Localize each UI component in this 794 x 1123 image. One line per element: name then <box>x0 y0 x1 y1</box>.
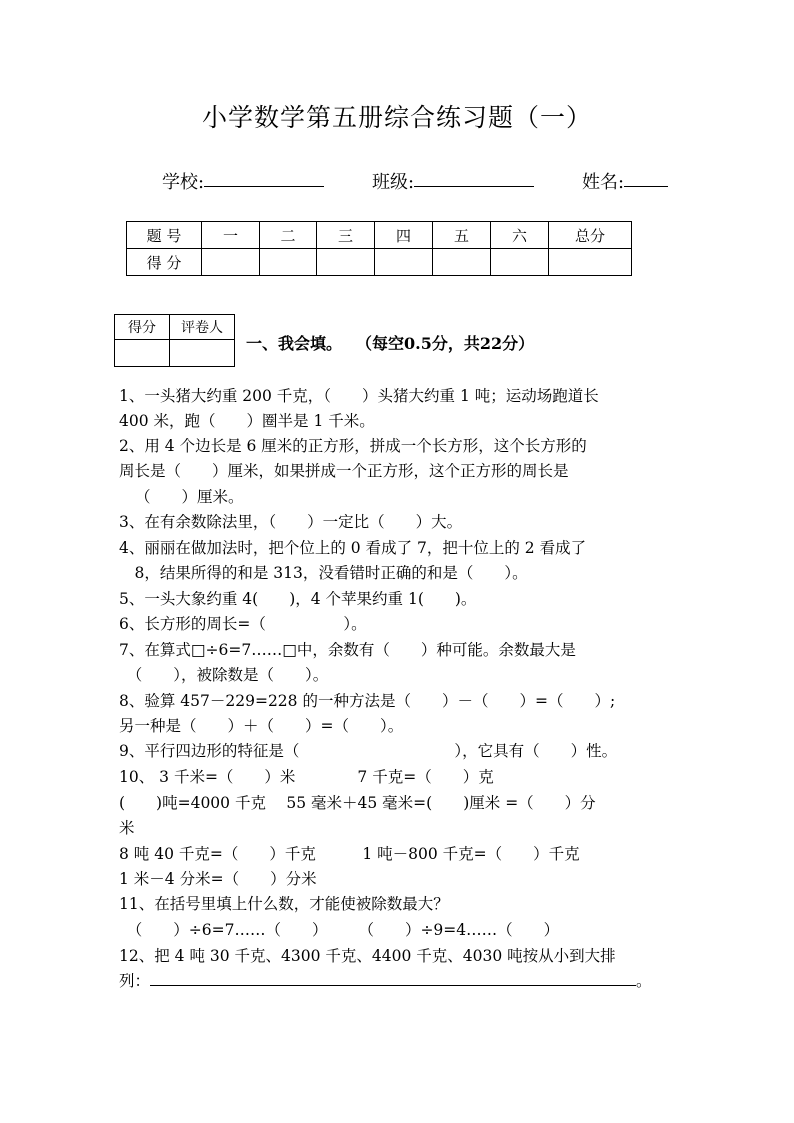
question-line: 3、在有余数除法里，（ ）一定比（ ）大。 <box>119 513 463 531</box>
question-line <box>119 971 652 991</box>
name-label: 姓名: <box>582 172 625 193</box>
score-col-4: 四 <box>375 222 433 249</box>
score-col-2: 二 <box>260 222 317 249</box>
question-line: 11、在括号里填上什么数，才能使被除数最大？ <box>119 895 449 913</box>
question-line: 12、把 4 吨 30 千克、4300 千克、4400 千克、4030 吨按从小到大排 <box>119 947 616 965</box>
score-table-score-row <box>127 249 632 276</box>
score-col-3: 三 <box>317 222 375 249</box>
question-line: （ ）厘米。 <box>135 488 244 506</box>
grader-name-label: 评卷人 <box>170 315 235 340</box>
question-line: 1 米－4 分米=（ ）分米 <box>119 870 317 888</box>
question-line-end: 。 <box>636 972 652 990</box>
grader-name-cell <box>170 340 235 367</box>
question-line: 400 米，跑（ ）圈半是 1 千米。 <box>119 412 375 430</box>
score-col-5: 五 <box>433 222 491 249</box>
school-label: 学校: <box>162 172 205 193</box>
question-line: 4、丽丽在做加法时，把个位上的 0 看成了 7，把十位上的 2 看成了 <box>119 539 587 557</box>
class-field <box>372 168 414 194</box>
section-1-title: 一、我会填。 <box>246 334 343 353</box>
question-line: 8，结果所得的和是 313，没看错时正确的和是（ ）。 <box>119 564 528 582</box>
answer-blank <box>150 971 636 986</box>
score-col-label: 题 号 <box>127 222 202 249</box>
score-cell <box>202 249 260 276</box>
score-table <box>126 221 632 276</box>
page-title: 小学数学第五册综合练习题（一） <box>201 103 592 132</box>
name-blank <box>624 168 668 187</box>
question-line: 6、长方形的周长=（ ）。 <box>119 615 367 633</box>
score-cell <box>375 249 433 276</box>
question-line: 10、 3 千米=（ ）米 7 千克=（ ）克 <box>119 768 494 786</box>
question-line-label: 列： <box>119 972 151 990</box>
section-1-heading <box>246 331 534 354</box>
question-line: 5、一头大象约重 4( )，4 个苹果约重 1( )。 <box>119 590 477 608</box>
question-line: 8 吨 40 千克=（ ）千克 1 吨－800 千克=（ ）千克 <box>119 845 580 863</box>
score-cell <box>491 249 549 276</box>
score-col-total: 总分 <box>549 222 632 249</box>
grader-score-cell <box>115 340 170 367</box>
question-line: 另一种是（ ）＋（ ）=（ ）。 <box>119 717 404 735</box>
school-field <box>162 168 204 194</box>
score-col-1: 一 <box>202 222 260 249</box>
grader-score-label: 得分 <box>115 315 170 340</box>
class-label: 班级: <box>372 172 415 193</box>
score-col-6: 六 <box>491 222 549 249</box>
question-line: 米 <box>119 819 135 837</box>
school-blank <box>204 168 324 187</box>
question-line: 8、验算 457－229=228 的一种方法是（ ）－（ ）=（ ）; <box>119 692 616 710</box>
question-line: （ ），被除数是（ ）。 <box>119 666 329 684</box>
score-cell <box>549 249 632 276</box>
section-1-points: （每空0.5分，共22分） <box>364 334 535 353</box>
score-cell <box>317 249 375 276</box>
question-line: 1、一头猪大约重 200 千克，（ ）头猪大约重 1 吨；运动场跑道长 <box>119 387 599 405</box>
score-cell <box>433 249 491 276</box>
question-line: 9、平行四边形的特征是（ ），它具有（ ）性。 <box>119 742 618 760</box>
score-table-header-row <box>127 222 632 249</box>
question-line: 周长是（ ）厘米，如果拼成一个正方形，这个正方形的周长是 <box>119 462 569 480</box>
grader-table <box>114 314 235 367</box>
score-cell <box>260 249 317 276</box>
question-line: 2、用 4 个边长是 6 厘米的正方形，拼成一个长方形，这个长方形的 <box>119 437 587 455</box>
question-line: （ ）÷6=7……（ ） （ ）÷9=4……（ ） <box>119 921 560 939</box>
question-line: ( )吨=4000 千克 55 毫米＋45 毫米=( )厘米 =（ ）分 <box>119 794 596 812</box>
name-field <box>582 168 624 194</box>
question-line: 7、在算式□÷6=7……□中，余数有（ ）种可能。余数最大是 <box>119 641 576 659</box>
class-blank <box>414 168 534 187</box>
score-row-label: 得 分 <box>127 249 202 276</box>
